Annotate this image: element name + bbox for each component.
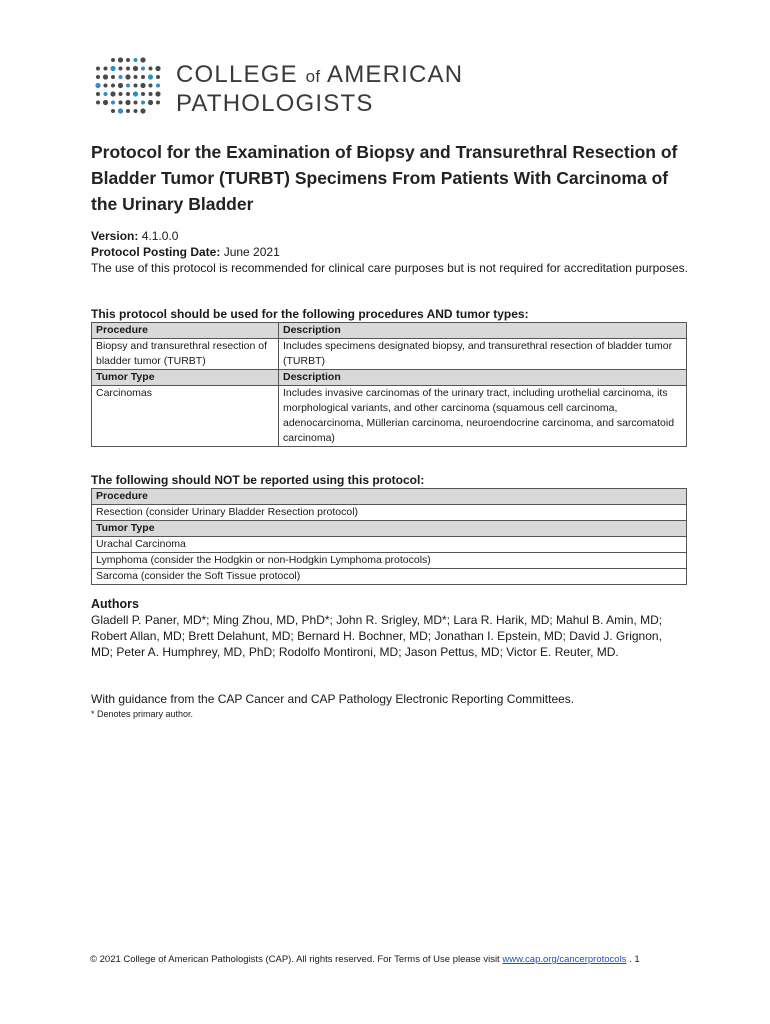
table-header-row bbox=[92, 489, 687, 505]
table-cell: Procedure bbox=[92, 323, 279, 339]
page-number: . 1 bbox=[629, 954, 640, 965]
used-for-table bbox=[91, 322, 687, 447]
logo-word-college: COLLEGE bbox=[176, 61, 298, 88]
cap-logo-dots-icon bbox=[94, 55, 162, 117]
used-for-heading: This protocol should be used for the following procedures AND tumor types: bbox=[91, 307, 529, 321]
logo-line-2: PATHOLOGISTS bbox=[176, 90, 374, 117]
table-row bbox=[92, 537, 687, 553]
table-cell: Includes invasive carcinomas of the urinary tract, including urothelial carcinoma, its morphological variants, and other carcinoma (squamous cell carcinoma, adenocarcinoma, Müllerian carcinoma, neuroendocrine carcinoma, and sarcomatoid carcinoma) bbox=[279, 386, 687, 447]
table-header-row bbox=[92, 521, 687, 537]
page-footer bbox=[90, 954, 690, 965]
not-reported-table bbox=[91, 488, 687, 585]
logo-word-of: of bbox=[305, 67, 321, 86]
table-row bbox=[92, 339, 687, 370]
table-header-row bbox=[92, 323, 687, 339]
table-cell: Tumor Type bbox=[92, 370, 279, 386]
logo-word-american: AMERICAN bbox=[326, 61, 464, 88]
table-header-row bbox=[92, 370, 687, 386]
posting-date-value: June 2021 bbox=[223, 245, 280, 259]
posting-date-label: Protocol Posting Date: bbox=[91, 245, 221, 259]
table-cell: Sarcoma (consider the Soft Tissue protocol) bbox=[92, 569, 687, 585]
cancer-protocols-link[interactable]: www.cap.org/cancerprotocols bbox=[502, 954, 627, 965]
version-value: 4.1.0.0 bbox=[141, 229, 179, 243]
table-row bbox=[92, 386, 687, 447]
table-row bbox=[92, 569, 687, 585]
usage-note: The use of this protocol is recommended for clinical care purposes but is not required for accreditation purposes. bbox=[91, 261, 688, 275]
logo-line-1 bbox=[176, 61, 463, 90]
table-cell: Tumor Type bbox=[92, 521, 687, 537]
authors-heading: Authors bbox=[91, 597, 139, 611]
cap-logo-text bbox=[176, 61, 463, 117]
protocol-meta bbox=[91, 228, 691, 276]
table-cell: Carcinomas bbox=[92, 386, 279, 447]
table-cell: Lymphoma (consider the Hodgkin or non-Hodgkin Lymphoma protocols) bbox=[92, 553, 687, 569]
document-title: Protocol for the Examination of Biopsy and Transurethral Resection of Bladder Tumor (TURBT) Specimens From Patients With Carcinoma of the Urinary Bladder bbox=[91, 142, 678, 214]
version-line bbox=[91, 228, 691, 244]
table-cell: Procedure bbox=[92, 489, 687, 505]
copyright-text: © 2021 College of American Pathologists (CAP). All rights reserved. For Terms of Use please visit bbox=[90, 954, 500, 965]
cap-logo bbox=[94, 55, 494, 117]
table-cell: Urachal Carcinoma bbox=[92, 537, 687, 553]
table-cell: Resection (consider Urinary Bladder Resection protocol) bbox=[92, 505, 687, 521]
table-cell: Includes specimens designated biopsy, and transurethral resection of bladder tumor (TURBT) bbox=[279, 339, 687, 370]
primary-author-note: * Denotes primary author. bbox=[91, 709, 194, 719]
table-row bbox=[92, 505, 687, 521]
table-cell: Biopsy and transurethral resection of bladder tumor (TURBT) bbox=[92, 339, 279, 370]
version-label: Version: bbox=[91, 229, 139, 243]
table-row bbox=[92, 553, 687, 569]
not-reported-heading: The following should NOT be reported using this protocol: bbox=[91, 473, 425, 487]
table-cell: Description bbox=[279, 370, 687, 386]
posting-date-line bbox=[91, 244, 691, 260]
authors-list: Gladell P. Paner, MD*; Ming Zhou, MD, PhD*; John R. Srigley, MD*; Lara R. Harik, MD; Mahul B. Amin, MD; Robert Allan, MD; Brett Delahunt, MD; Bernard H. Bochner, MD; Jonathan I. Epstein, MD; David J. Grignon, MD; Peter A. Humphrey, MD, PhD; Rodolfo Montironi, MD; Jason Pettus, MD; Victor E. Reuter, MD. bbox=[91, 613, 663, 659]
table-cell: Description bbox=[279, 323, 687, 339]
guidance-note: With guidance from the CAP Cancer and CAP Pathology Electronic Reporting Committees. bbox=[91, 692, 575, 706]
